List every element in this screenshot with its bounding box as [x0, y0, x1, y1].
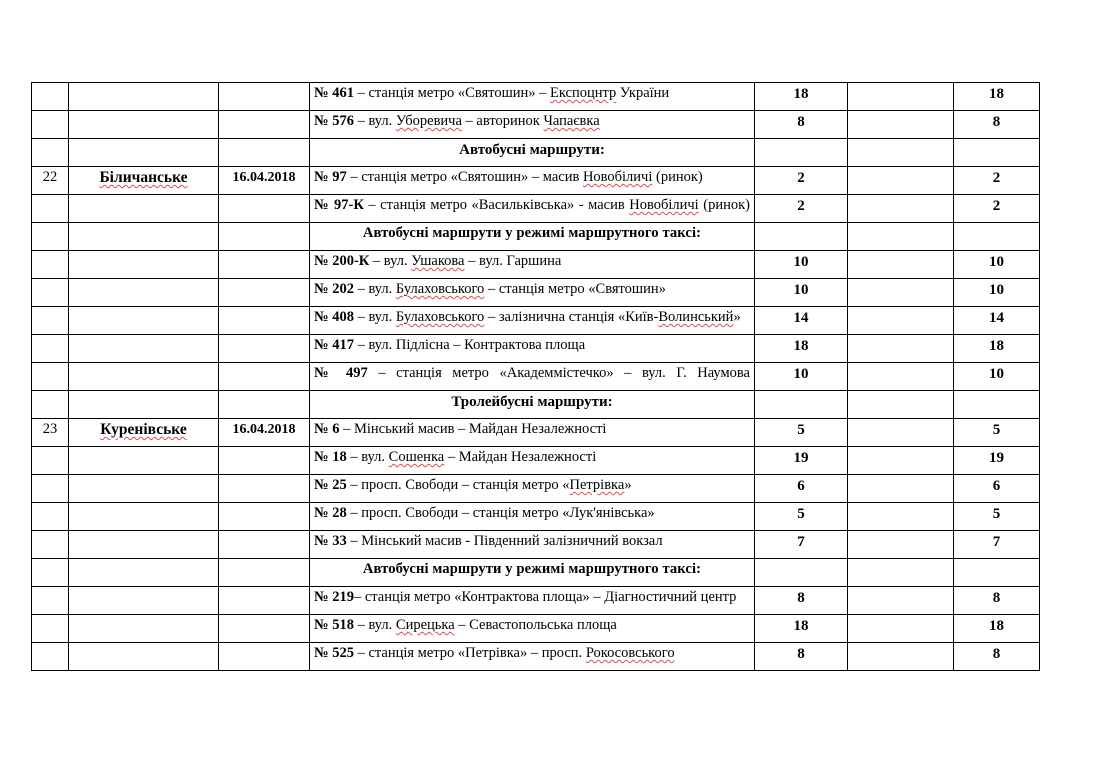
route-description-cell: № 202 – вул. Булаховського – станція метро «Святошин»	[310, 279, 755, 307]
section-header-row	[32, 223, 1040, 251]
value-cell-blank	[848, 111, 954, 139]
district-date-cell	[219, 363, 310, 391]
table-row	[32, 167, 1040, 195]
value-cell-blank	[848, 419, 954, 447]
table-row	[32, 279, 1040, 307]
routes-table	[31, 82, 1040, 671]
district-date-cell	[219, 587, 310, 615]
route-description-cell: № 518 – вул. Сирецька – Севастопольська площа	[310, 615, 755, 643]
value-cell-1: 18	[755, 335, 848, 363]
value-cell-2: 10	[954, 251, 1040, 279]
value-cell-2: 8	[954, 587, 1040, 615]
table-row	[32, 643, 1040, 671]
routes-table-body	[32, 83, 1040, 671]
district-number-cell	[32, 615, 69, 643]
district-date-cell	[219, 251, 310, 279]
district-name-cell	[69, 447, 219, 475]
value-cell-blank	[848, 475, 954, 503]
district-name-cell	[69, 587, 219, 615]
district-date-cell	[219, 391, 310, 419]
district-number-cell	[32, 139, 69, 167]
district-number-cell	[32, 503, 69, 531]
district-date-cell	[219, 139, 310, 167]
district-name-cell	[69, 139, 219, 167]
value-cell-1: 19	[755, 447, 848, 475]
route-description-cell: № 200-К – вул. Ушакова – вул. Гаршина	[310, 251, 755, 279]
route-number: № 518	[314, 617, 354, 633]
table-row	[32, 447, 1040, 475]
route-number: № 6	[314, 421, 340, 437]
route-description-cell: № 6 – Мінський масив – Майдан Незалежності	[310, 419, 755, 447]
value-cell-blank	[848, 83, 954, 111]
value-cell-blank	[848, 139, 954, 167]
district-date-cell	[219, 223, 310, 251]
value-cell-blank	[848, 363, 954, 391]
district-number-cell	[32, 363, 69, 391]
value-cell-blank	[848, 279, 954, 307]
district-number-cell	[32, 643, 69, 671]
district-name-cell	[69, 503, 219, 531]
district-number-cell	[32, 587, 69, 615]
district-date-cell: 16.04.2018	[219, 419, 310, 447]
route-number: № 18	[314, 449, 347, 465]
value-cell-blank	[848, 223, 954, 251]
district-date-cell	[219, 447, 310, 475]
value-cell-2: 7	[954, 531, 1040, 559]
route-number: № 497	[314, 365, 368, 381]
value-cell-1: 18	[755, 615, 848, 643]
value-cell-2	[954, 139, 1040, 167]
district-name-cell	[69, 559, 219, 587]
district-date-cell	[219, 111, 310, 139]
value-cell-blank	[848, 587, 954, 615]
district-number-cell	[32, 447, 69, 475]
value-cell-1: 10	[755, 279, 848, 307]
value-cell-2	[954, 391, 1040, 419]
table-row	[32, 531, 1040, 559]
district-name-cell	[69, 335, 219, 363]
district-date-cell	[219, 335, 310, 363]
value-cell-1	[755, 223, 848, 251]
district-name-cell	[69, 615, 219, 643]
value-cell-blank	[848, 559, 954, 587]
route-number: № 417	[314, 337, 354, 353]
district-name-cell	[69, 391, 219, 419]
route-number: № 525	[314, 645, 354, 661]
district-name-cell	[69, 475, 219, 503]
value-cell-1	[755, 559, 848, 587]
district-date-cell	[219, 307, 310, 335]
district-number-cell	[32, 195, 69, 223]
district-number-cell	[32, 111, 69, 139]
table-row	[32, 251, 1040, 279]
value-cell-1: 2	[755, 167, 848, 195]
value-cell-blank	[848, 503, 954, 531]
district-date-cell	[219, 615, 310, 643]
district-number-cell	[32, 307, 69, 335]
value-cell-1: 6	[755, 475, 848, 503]
section-title: Автобусні маршрути у режимі маршрутного таксі:	[310, 223, 755, 251]
value-cell-1: 5	[755, 419, 848, 447]
district-name-cell	[69, 531, 219, 559]
value-cell-1: 10	[755, 251, 848, 279]
route-description-cell: № 28 – просп. Свободи – станція метро «Лук'янівська»	[310, 503, 755, 531]
value-cell-1	[755, 391, 848, 419]
value-cell-2: 6	[954, 475, 1040, 503]
district-number-cell	[32, 531, 69, 559]
value-cell-blank	[848, 167, 954, 195]
route-number: № 408	[314, 309, 354, 325]
district-name-cell	[69, 643, 219, 671]
value-cell-1: 14	[755, 307, 848, 335]
value-cell-2: 19	[954, 447, 1040, 475]
section-header-row	[32, 559, 1040, 587]
route-number: № 33	[314, 533, 347, 549]
district-number-cell	[32, 251, 69, 279]
district-number-cell	[32, 559, 69, 587]
district-date-cell	[219, 559, 310, 587]
route-description-cell: № 97-К – станція метро «Васильківська» - масив Новобіличі (ринок)	[310, 195, 755, 223]
district-date-cell	[219, 475, 310, 503]
route-number: № 97	[314, 169, 347, 185]
district-name-cell: Біличанське	[69, 167, 219, 195]
value-cell-2: 2	[954, 195, 1040, 223]
route-number: № 461	[314, 85, 354, 101]
district-date-cell: 16.04.2018	[219, 167, 310, 195]
district-number-cell	[32, 83, 69, 111]
district-number-cell	[32, 391, 69, 419]
district-number-cell: 23	[32, 419, 69, 447]
district-number-cell	[32, 335, 69, 363]
table-row	[32, 363, 1040, 391]
district-name-cell: Куренівське	[69, 419, 219, 447]
table-row	[32, 195, 1040, 223]
value-cell-1: 8	[755, 643, 848, 671]
district-name-cell	[69, 307, 219, 335]
value-cell-2: 5	[954, 503, 1040, 531]
route-description-cell: № 408 – вул. Булаховського – залізнична станція «Київ-Волинський»	[310, 307, 755, 335]
district-number-cell	[32, 279, 69, 307]
table-row	[32, 335, 1040, 363]
section-header-row	[32, 139, 1040, 167]
table-row	[32, 475, 1040, 503]
value-cell-blank	[848, 615, 954, 643]
route-number: № 200-К	[314, 253, 370, 269]
value-cell-2: 18	[954, 615, 1040, 643]
value-cell-1: 7	[755, 531, 848, 559]
district-date-cell	[219, 279, 310, 307]
section-title: Автобусні маршрути:	[310, 139, 755, 167]
value-cell-1: 10	[755, 363, 848, 391]
district-name-cell	[69, 279, 219, 307]
route-number: № 28	[314, 505, 347, 521]
district-name-cell	[69, 363, 219, 391]
table-row	[32, 503, 1040, 531]
district-number-cell	[32, 223, 69, 251]
section-title: Автобусні маршрути у режимі маршрутного таксі:	[310, 559, 755, 587]
value-cell-blank	[848, 335, 954, 363]
route-description-cell: № 525 – станція метро «Петрівка» – просп. Рокосовського	[310, 643, 755, 671]
route-description-cell: № 497 – станція метро «Академмістечко» – вул. Г. Наумова	[310, 363, 755, 391]
district-date-cell	[219, 643, 310, 671]
route-description-cell: № 25 – просп. Свободи – станція метро «Петрівка»	[310, 475, 755, 503]
route-number: № 219	[314, 589, 354, 605]
district-date-cell	[219, 503, 310, 531]
value-cell-2	[954, 223, 1040, 251]
value-cell-1	[755, 139, 848, 167]
value-cell-2: 18	[954, 83, 1040, 111]
district-number-cell	[32, 475, 69, 503]
value-cell-blank	[848, 643, 954, 671]
table-row	[32, 587, 1040, 615]
route-description-cell: № 461 – станція метро «Святошин» – Експоцнтр України	[310, 83, 755, 111]
table-row	[32, 615, 1040, 643]
value-cell-2: 14	[954, 307, 1040, 335]
district-date-cell	[219, 531, 310, 559]
value-cell-blank	[848, 447, 954, 475]
route-number: № 25	[314, 477, 347, 493]
value-cell-1: 2	[755, 195, 848, 223]
value-cell-1: 8	[755, 111, 848, 139]
value-cell-blank	[848, 251, 954, 279]
district-name-cell	[69, 83, 219, 111]
value-cell-1: 8	[755, 587, 848, 615]
district-name-cell	[69, 223, 219, 251]
route-description-cell: № 97 – станція метро «Святошин» – масив Новобіличі (ринок)	[310, 167, 755, 195]
district-name-cell	[69, 111, 219, 139]
value-cell-1: 5	[755, 503, 848, 531]
route-description-cell: № 576 – вул. Уборевича – авторинок Чапаєвка	[310, 111, 755, 139]
table-row	[32, 419, 1040, 447]
table-row	[32, 111, 1040, 139]
route-description-cell: № 219– станція метро «Контрактова площа» – Діагностичний центр	[310, 587, 755, 615]
value-cell-2: 2	[954, 167, 1040, 195]
route-number: № 576	[314, 113, 354, 129]
value-cell-blank	[848, 195, 954, 223]
route-number: № 97-К	[314, 197, 364, 213]
district-number-cell: 22	[32, 167, 69, 195]
route-description-cell: № 417 – вул. Підлісна – Контрактова площа	[310, 335, 755, 363]
value-cell-2: 10	[954, 279, 1040, 307]
district-date-cell	[219, 195, 310, 223]
section-header-row	[32, 391, 1040, 419]
value-cell-2: 10	[954, 363, 1040, 391]
district-date-cell	[219, 83, 310, 111]
table-row	[32, 307, 1040, 335]
table-row	[32, 83, 1040, 111]
value-cell-2	[954, 559, 1040, 587]
value-cell-blank	[848, 307, 954, 335]
value-cell-2: 5	[954, 419, 1040, 447]
value-cell-1: 18	[755, 83, 848, 111]
route-description-cell: № 33 – Мінський масив - Південний залізничний вокзал	[310, 531, 755, 559]
value-cell-blank	[848, 531, 954, 559]
value-cell-2: 8	[954, 643, 1040, 671]
value-cell-2: 18	[954, 335, 1040, 363]
section-title: Тролейбусні маршрути:	[310, 391, 755, 419]
value-cell-2: 8	[954, 111, 1040, 139]
route-number: № 202	[314, 281, 354, 297]
route-description-cell: № 18 – вул. Сошенка – Майдан Незалежності	[310, 447, 755, 475]
district-name-cell	[69, 195, 219, 223]
value-cell-blank	[848, 391, 954, 419]
district-name-cell	[69, 251, 219, 279]
